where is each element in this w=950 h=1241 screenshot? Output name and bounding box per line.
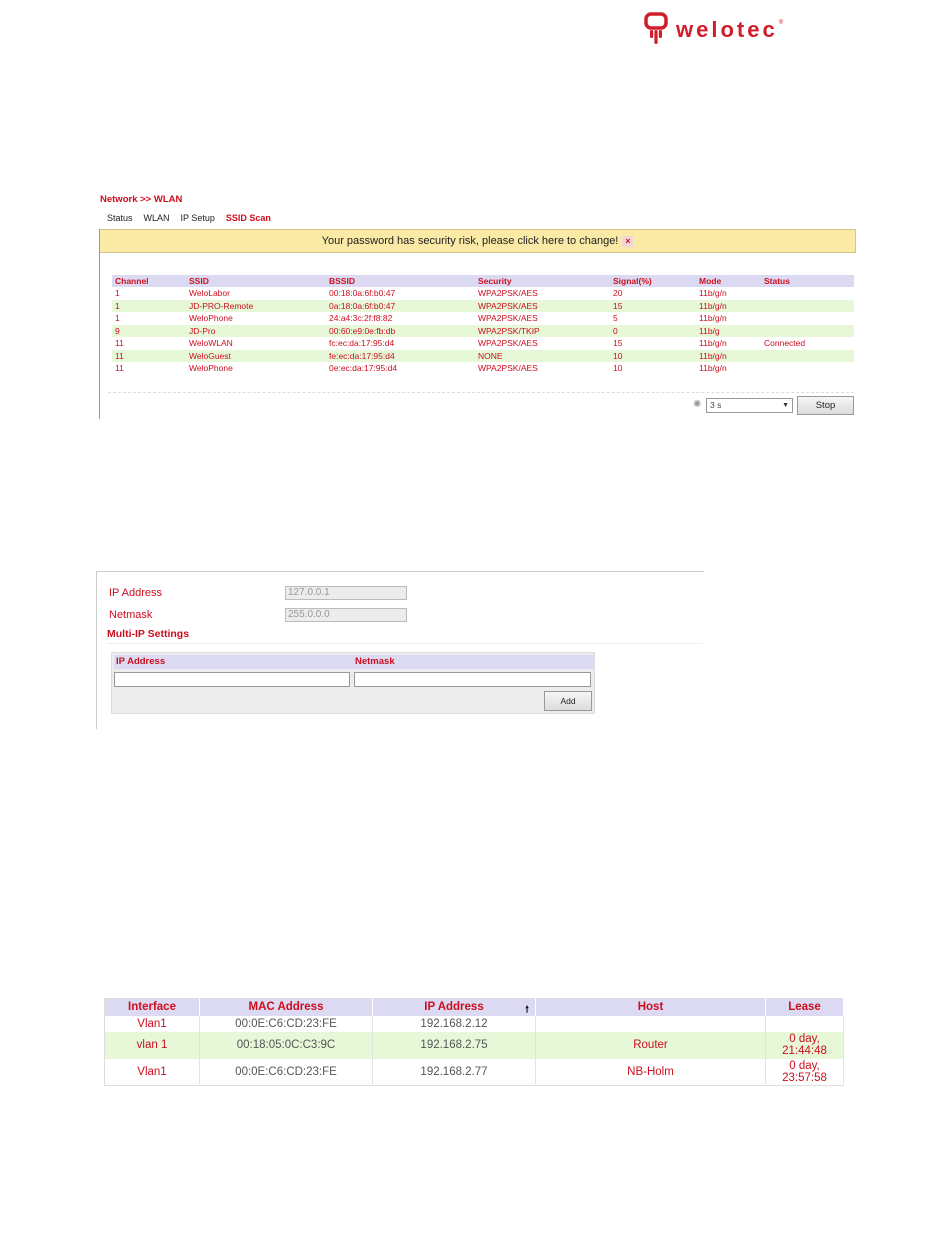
cell-ssid: JD-Pro <box>186 325 326 338</box>
cell-mac: 00:0E:C6:CD:23:FE <box>200 1059 373 1086</box>
dhcp-lease-table <box>104 998 844 1086</box>
cell-mode: 11b/g/n <box>699 288 727 299</box>
table-row <box>112 337 854 350</box>
cell-interface: Vlan1 <box>105 1059 200 1086</box>
cell-status <box>761 350 854 363</box>
netmask-label: Netmask <box>109 609 153 621</box>
stop-button[interactable]: Stop <box>797 396 854 415</box>
tab-ssid-scan[interactable]: SSID Scan <box>225 213 271 223</box>
cell-security: WPA2PSK/AES <box>478 338 538 349</box>
cell-channel: 1 <box>115 313 120 324</box>
column-header-ip-label: IP Address <box>424 1001 484 1014</box>
ip-address-input[interactable]: 127.0.0.1 <box>285 586 407 600</box>
cell-mode: 11b/g/n <box>699 313 727 324</box>
cell-status <box>761 325 854 338</box>
column-header-host[interactable]: Host <box>536 999 766 1016</box>
password-warning-text[interactable]: Your password has security risk, please click here to change! <box>321 235 619 247</box>
cell-ssid: WeloWLAN <box>189 338 233 349</box>
column-header-lease[interactable]: Lease <box>766 999 844 1016</box>
cell-lease <box>766 1032 844 1059</box>
cell-ssid: WeloPhone <box>189 313 233 324</box>
cell-mode: 11b/g/n <box>699 363 727 374</box>
dropdown-arrow-icon: ▼ <box>782 402 789 409</box>
cell-ip: 192.168.2.75 <box>373 1032 536 1059</box>
lease-days: 0 day, <box>789 1059 820 1072</box>
cell-channel: 11 <box>115 338 124 349</box>
cell-bssid: 24:a4:3c:2f:f8:82 <box>329 313 393 324</box>
cell-status <box>761 312 854 325</box>
cell-status: Connected <box>764 338 806 349</box>
column-header-ip: IP Address <box>116 656 166 667</box>
cell-channel: 11 <box>115 363 124 374</box>
sort-ascending-icon: 🠕 <box>525 1004 529 1014</box>
cell-mode: 11b/g/n <box>696 350 761 363</box>
column-header-interface[interactable]: Interface <box>105 999 200 1016</box>
table-row <box>112 350 854 363</box>
lease-time: 23:57:58 <box>782 1071 827 1084</box>
cell-ip: 192.168.2.77 <box>373 1059 536 1086</box>
cell-status <box>761 300 854 313</box>
ssid-scan-panel <box>99 229 855 419</box>
multi-ip-table-header <box>114 655 594 669</box>
cell-host: Router <box>536 1032 766 1059</box>
tab-ip-setup[interactable]: IP Setup <box>180 213 215 223</box>
cell-ssid: WeloPhone <box>189 363 233 374</box>
column-header-ip[interactable] <box>373 999 536 1016</box>
column-header: Status <box>761 275 854 287</box>
multi-ip-address-input[interactable] <box>114 672 350 687</box>
column-header: Security <box>475 275 610 287</box>
tab-wlan[interactable]: WLAN <box>143 213 170 223</box>
column-header: Mode <box>696 275 761 287</box>
column-header: BSSID <box>326 275 475 287</box>
table-row <box>112 362 854 375</box>
column-header-netmask: Netmask <box>355 656 395 667</box>
netmask-input[interactable]: 255.0.0.0 <box>285 608 407 622</box>
multi-ip-table <box>111 652 595 714</box>
cell-host: NB-Holm <box>536 1059 766 1086</box>
divider <box>107 643 703 644</box>
cell-signal: 10 <box>610 350 696 363</box>
cell-security: WPA2PSK/AES <box>478 363 538 374</box>
table-row <box>105 1032 844 1059</box>
cell-channel: 11 <box>112 350 186 363</box>
cell-security: WPA2PSK/AES <box>478 313 538 324</box>
cell-interface: Vlan1 <box>105 1016 200 1032</box>
cell-lease <box>766 1059 844 1086</box>
table-row <box>112 312 854 325</box>
cell-mode: 11b/g/n <box>696 300 761 313</box>
divider <box>108 392 854 393</box>
cell-security: WPA2PSK/AES <box>475 300 610 313</box>
cell-lease <box>766 1016 844 1032</box>
cell-signal: 15 <box>610 300 696 313</box>
loading-spinner-icon: ✺ <box>693 399 702 410</box>
cell-security: WPA2PSK/AES <box>478 288 538 299</box>
cell-status <box>761 362 854 375</box>
cell-channel: 1 <box>115 288 120 299</box>
cell-channel: 9 <box>112 325 186 338</box>
table-row <box>105 1016 844 1032</box>
cell-signal: 15 <box>613 338 623 349</box>
table-row <box>112 325 854 338</box>
ssid-scan-table <box>112 275 854 375</box>
cell-host <box>536 1016 766 1032</box>
cell-bssid: 00:18:0a:6f:b0:47 <box>329 288 396 299</box>
cell-bssid: 00:60:e9:0e:fb:db <box>326 325 475 338</box>
add-button[interactable]: Add <box>544 691 592 711</box>
cell-signal: 5 <box>613 313 618 324</box>
ip-setup-panel <box>96 571 704 729</box>
table-row <box>112 287 854 300</box>
cell-bssid: fc:ec:da:17:95:d4 <box>329 338 395 349</box>
cell-bssid: 0e:ec:da:17:95:d4 <box>329 363 398 374</box>
cell-ssid: WeloGuest <box>186 350 326 363</box>
wlan-tabs <box>107 213 282 223</box>
column-header: Channel <box>112 275 186 287</box>
column-header: SSID <box>186 275 326 287</box>
column-header: Signal(%) <box>610 275 696 287</box>
cell-status <box>761 287 854 300</box>
cell-mode: 11b/g <box>696 325 761 338</box>
table-row <box>112 300 854 313</box>
close-icon[interactable]: × <box>622 236 633 247</box>
cell-channel: 1 <box>112 300 186 313</box>
refresh-interval-value: 3 s <box>710 400 722 410</box>
ip-address-label: IP Address <box>109 587 162 599</box>
cell-ssid: WeloLabor <box>189 288 230 299</box>
password-warning-banner[interactable] <box>100 229 856 253</box>
welotec-logo <box>644 12 783 46</box>
cell-mac: 00:18:05:0C:C3:9C <box>200 1032 373 1059</box>
multi-netmask-input[interactable] <box>354 672 591 687</box>
cell-bssid: fe:ec:da:17:95:d4 <box>326 350 475 363</box>
table-row <box>105 1059 844 1086</box>
registered-mark: ® <box>778 20 784 26</box>
cell-interface: vlan 1 <box>105 1032 200 1059</box>
cell-security: WPA2PSK/TKIP <box>475 325 610 338</box>
welotec-mark-icon <box>644 12 668 46</box>
cell-ip: 192.168.2.12 <box>373 1016 536 1032</box>
lease-days: 0 day, <box>789 1033 820 1045</box>
cell-bssid: 0a:18:0a:6f:b0:47 <box>326 300 475 313</box>
refresh-interval-select[interactable] <box>706 398 793 413</box>
cell-ssid: JD-PRO-Remote <box>186 300 326 313</box>
logo-wordmark: welotec <box>676 17 778 42</box>
multi-ip-heading: Multi-IP Settings <box>107 628 190 640</box>
table-header-row <box>105 999 844 1016</box>
lease-time: 21:44:48 <box>782 1045 827 1057</box>
cell-signal: 0 <box>610 325 696 338</box>
cell-mac: 00:0E:C6:CD:23:FE <box>200 1016 373 1032</box>
breadcrumb: Network >> WLAN <box>100 194 183 205</box>
table-header-row <box>112 275 854 287</box>
cell-signal: 10 <box>613 363 623 374</box>
cell-signal: 20 <box>613 288 623 299</box>
column-header-mac[interactable]: MAC Address <box>200 999 373 1016</box>
cell-mode: 11b/g/n <box>699 338 727 349</box>
cell-security: NONE <box>475 350 610 363</box>
tab-status[interactable]: Status <box>107 213 133 223</box>
